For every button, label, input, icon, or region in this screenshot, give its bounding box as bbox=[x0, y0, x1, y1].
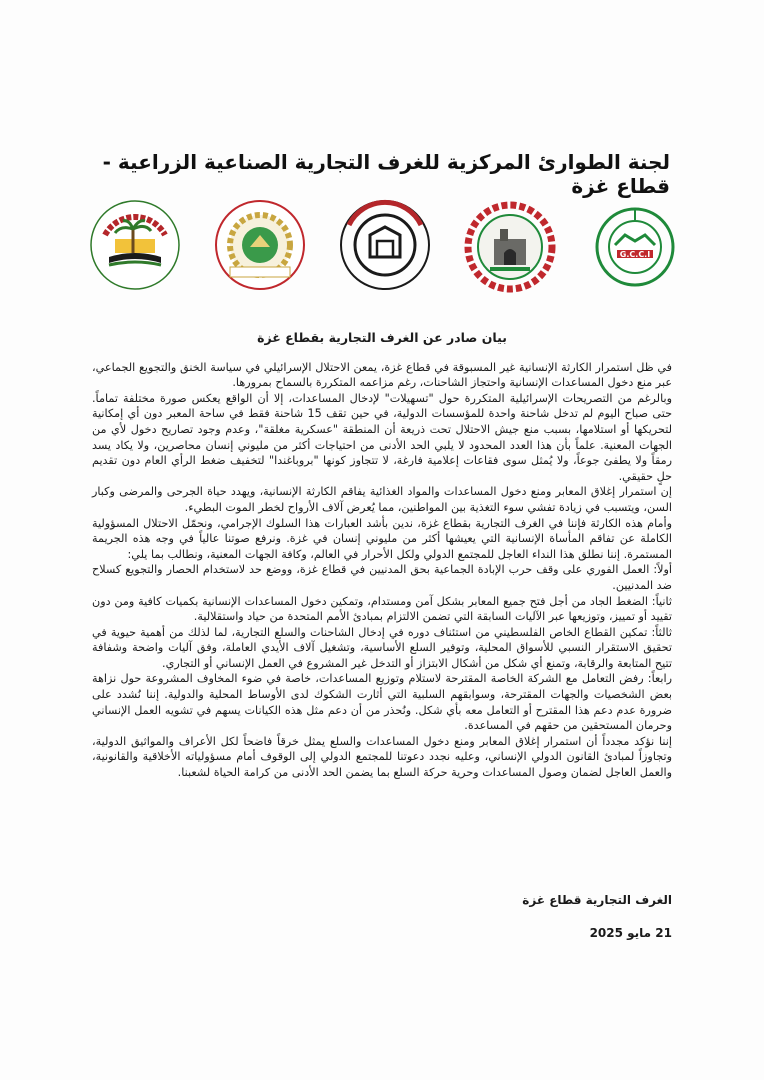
logos-row bbox=[85, 190, 685, 300]
demand-second: ثانياً: الضغط الجاد من أجل فتح جميع المعابر بشكل آمن ومستدام، وتمكين دخول المساعدات الإنسانية بكميات كافية ومن دون تقييد أو تمييز، وتوزيعها عبر الآليات السابقة التي تضمن الالتزام بمبادئ الأمم المتحدة من حياد واستقلالية. bbox=[92, 594, 672, 624]
demand-first: أولاً: العمل الفوري على وقف حرب الإبادة الجماعية بحق المدنيين في قطاع غزة، ووضع حد لاستخدام الحصار والتجويع كسلاح ضد المدنيين. bbox=[92, 563, 672, 592]
gcci-logo-text: G.C.C.I bbox=[619, 250, 651, 259]
statement-body bbox=[92, 330, 672, 781]
paragraph-closure: إن استمرار إغلاق المعابر ومنع دخول المساعدات والمواد الغذائية يفاقم الكارثة الإنسانية، ويهدد حياة الجرحى والمرضى وكبار السن، ويتسبب في زيادة تفشي سوء التغذية بين المواطنين، مما يُعرض آلاف الأرواح لخطر الموت البطيء. bbox=[92, 485, 672, 514]
committee-title: لجنة الطوارئ المركزية للغرف التجارية الصناعية الزراعية - قطاع غزة bbox=[102, 150, 670, 198]
middle-province-logo bbox=[85, 195, 185, 295]
signature-organization: الغرف التجارية قطاع غزة bbox=[522, 893, 672, 907]
demand-third: ثالثاً: تمكين القطاع الخاص الفلسطيني من استئناف دوره في إدخال الشاحنات والسلع التجارية، لما لذلك من أهمية حيوية في تحقيق الاستقرار النسبي للأسواق المحلية، وتوفير السلع الأساسية، وتشغيل آلاف الأيدي العاملة، وفق آليات واضحة وشفافة تتيح المتابعة والرقابة، وتمنع أي شكل من أشكال الابتزاز أو التدخل غير المشروع في العمل الإنساني أو التجاري. bbox=[92, 625, 672, 670]
paragraph-context: وبالرغم من التصريحات الإسرائيلية المتكررة حول "تسهيلات" لإدخال المساعدات، إلا أن الواقع يعكس صورة مختلفة تماماً. حتى صباح اليوم لم تدخل شاحنة واحدة للمؤسسات الدولية، في حين تقف 15 شاحنة فقط في ساحة المعبر دون أي إمكانية لتحريكها أو استلامها، بسبب منع جيش الاحتلال تحت ذريعة أن المنطقة "عسكرية مغلقة"، وعدم وجود تصاريح دخول لأي من الجهات المعنية. علماً بأن هذا العدد المحدود لا يلبي الحد الأدنى من احتياجات أكثر من مليوني إنسان محاصرين، ولا يكاد يسد رمقاً ولا يطفئ جوعاً، ولا يُمثل سوى فقاعات إعلامية فارغة، لا تتجاوز كونها "بروباغندا" لتخفيف ضغط الرأي العام دون تقديم حلٍ حقيقي. bbox=[92, 391, 673, 483]
demand-fourth: رابعاً: رفض التعامل مع الشركة الخاصة المقترحة لاستلام وتوزيع المساعدات، خاصة في ضوء المخاوف المشروعة حول نزاهة بعض الشخصيات والجهات المقترحة، وسوابقهم السلبية التي أثارت الشكوك لدى الأوساط المحلية والدولية. إننا نُشدد على ضرورة عدم دعم هذا المقترح أو التعامل معه بأي شكل. ونُحذر من أن دعم مثل هذه الكيانات يسهم في تشويه العمل الإنساني وحرمان المستحقين من حقهم في المساعدة. bbox=[92, 672, 672, 733]
rafah-logo bbox=[335, 195, 435, 295]
gcci-logo bbox=[585, 195, 685, 295]
paragraph-condemnation: وأمام هذه الكارثة فإننا في الغرف التجارية بقطاع غزة، ندين بأشد العبارات هذا السلوك الإجرامي، ونحمّل الاحتلال المسؤولية الكاملة عن تفاقم المأساة الإنسانية التي يعيشها أكثر من مليوني إنسان في غزة. ونرفع صوتنا عالياً في وجه هذه الجريمة المستمرة. إننا نطلق هذا النداء العاجل للمجتمع الدولي ولكل الأحرار في العالم، وكافة الجهات المعنية، ونطالب بما يلي: bbox=[92, 516, 672, 561]
statement-date: 21 مايو 2025 bbox=[589, 926, 672, 940]
paragraph-conclusion: إننا نؤكد مجدداً أن استمرار إغلاق المعابر ومنع دخول المساعدات والسلع يمثل خرقاً فاضحاً لكل الأعراف والمواثيق الدولية، وتجاوزاً لمبادئ القانون الدولي الإنساني، وعليه نجدد دعوتنا للمجتمع الدولي إلى الوقوف أمام مسؤولياته الأخلاقية والقانونية، والعمل العاجل لضمان وصول المساعدات وحرية حركة السلع بما يضمن الحد الأدنى من كرامة الحياة لشعبنا. bbox=[92, 734, 672, 780]
paragraph-intro: في ظل استمرار الكارثة الإنسانية غير المسبوقة في قطاع غزة، يمعن الاحتلال الإسرائيلي في سياسة الخنق والتجويع الجماعي، عبر منع دخول المساعدات الإنسانية واحتجاز الشاحنات، رغم مزاعمه المتكررة بالسماح بمرورها. bbox=[92, 360, 672, 390]
north-gaza-logo bbox=[210, 195, 310, 295]
statement-title: بيان صادر عن الغرف التجارية بقطاع غزة bbox=[257, 330, 507, 345]
khan-younis-logo bbox=[460, 195, 560, 295]
